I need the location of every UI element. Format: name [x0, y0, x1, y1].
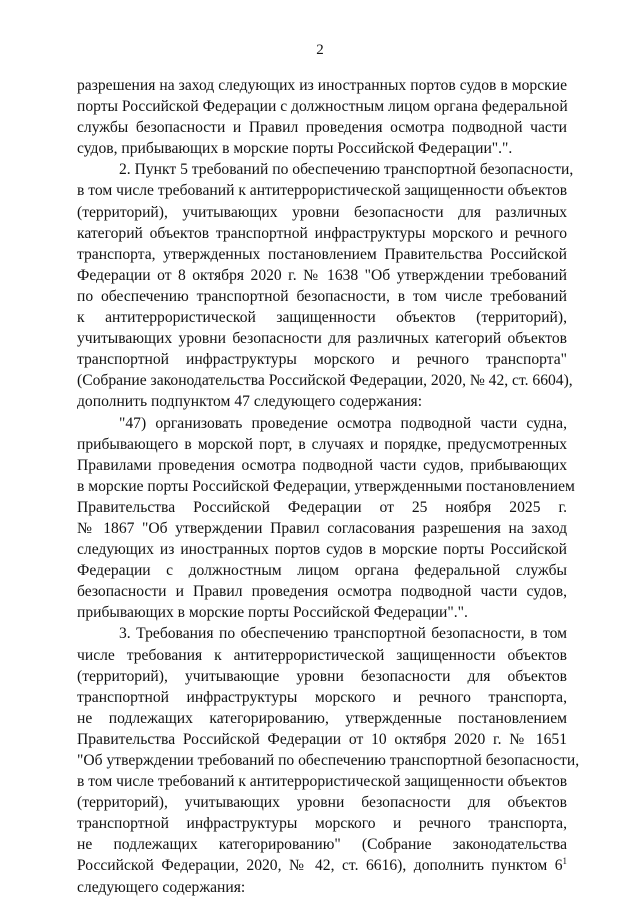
text-line-content: судов, прибывающих в морские порты Российской Федерации".".	[77, 140, 513, 158]
text-line	[77, 834, 567, 855]
text-line-content: порты Российской Федерации с должностным лицом органа федеральной	[77, 98, 568, 116]
text-line-content: не подлежащих категорированию" (Собрание законодательства	[77, 836, 567, 854]
text-line-content: категорий объектов транспортной инфраструктуры морского и речного	[77, 224, 567, 242]
text-line-content: учитывающих уровни безопасности для различных категорий объектов	[77, 330, 567, 348]
text-line-content: следующих из иностранных портов судов в морские порты Российской	[77, 541, 567, 559]
text-line-content: в морские порты Российской Федерации, утвержденными постановлением	[77, 477, 575, 495]
text-line-content: Правительства Российской Федерации от 10 октября 2020 г. № 1651	[77, 730, 567, 748]
text-line	[77, 180, 567, 201]
text-line	[77, 645, 567, 666]
text-line	[77, 265, 567, 286]
text-line	[77, 75, 567, 96]
document-body	[77, 75, 580, 898]
text-line	[77, 602, 567, 623]
text-line	[77, 434, 567, 455]
text-line	[77, 750, 580, 771]
text-line-content: дополнить подпунктом 47 следующего содержания:	[77, 393, 423, 411]
page-number: 2	[316, 42, 324, 58]
text-line	[77, 159, 574, 180]
text-line	[77, 877, 567, 898]
text-line-content: прибывающего в морской порт, в случаях и порядке, предусмотренных	[77, 435, 567, 453]
text-line	[77, 729, 567, 750]
text-line	[77, 497, 567, 518]
text-line-content: Правительства Российской Федерации от 25 ноября 2025 г.	[77, 498, 567, 516]
text-line	[77, 792, 567, 813]
text-line	[77, 413, 567, 434]
text-line	[77, 855, 567, 876]
superscript: 1	[562, 856, 567, 867]
text-line-content: транспортной инфраструктуры морского и речного транспорта,	[77, 815, 567, 833]
text-line-content: Правилами проведения осмотра подводной части судов, прибывающих	[77, 456, 567, 474]
text-line-content: (Собрание законодательства Российской Федерации, 2020, № 42, ст. 6604),	[77, 372, 573, 390]
text-line	[77, 476, 575, 497]
text-line	[77, 117, 567, 138]
text-line	[77, 455, 567, 476]
text-line	[77, 138, 567, 159]
text-line-content: (территорий), учитывающие уровни безопасности для объектов	[77, 667, 567, 685]
text-line-content: (территорий), учитывающих уровни безопасности для различных	[77, 203, 567, 221]
text-line-content: числе требования к антитеррористической защищенности объектов	[77, 646, 567, 664]
text-line	[77, 370, 573, 391]
text-line-content: прибывающих в морские порты Российской Федерации".".	[77, 604, 468, 622]
text-line	[77, 813, 567, 834]
text-line-content: следующего содержания:	[77, 878, 246, 896]
text-line	[77, 286, 567, 307]
text-line	[77, 328, 567, 349]
text-line-content: безопасности и Правил проведения осмотра подводной части судов,	[77, 583, 567, 601]
text-line-content: транспорта, утвержденных постановлением Правительства Российской	[77, 245, 567, 263]
text-line	[77, 223, 567, 244]
text-line-content: 3. Требования по обеспечению транспортной безопасности, в том	[119, 625, 567, 643]
text-line-content: к антитеррористической защищенности объектов (территорий),	[77, 309, 567, 327]
text-line-content: Федерации от 8 октября 2020 г. № 1638 "Об утверждении требований	[77, 266, 567, 284]
text-line-content: 2. Пункт 5 требований по обеспечению транспортной безопасности,	[119, 161, 574, 179]
text-line	[77, 202, 567, 223]
text-line	[77, 581, 567, 602]
text-line	[77, 539, 567, 560]
text-line	[77, 687, 567, 708]
text-line	[77, 244, 567, 265]
text-line-content: "Об утверждении требований по обеспечению транспортной безопасности,	[77, 752, 580, 769]
text-line-content: по обеспечению транспортной безопасности, в том числе требований	[77, 287, 567, 305]
text-line-content: разрешения на заход следующих из иностранных портов судов в морские	[77, 77, 567, 94]
text-line-content: транспортной инфраструктуры морского и речного транспорта,	[77, 688, 567, 706]
text-line-content: не подлежащих категорированию, утвержденные постановлением	[77, 709, 567, 727]
text-line-content: в том числе требований к антитеррористической защищенности объектов	[77, 773, 568, 791]
text-line	[77, 560, 567, 581]
text-line	[77, 518, 567, 539]
text-line-content: транспортной инфраструктуры морского и речного транспорта"	[77, 351, 567, 369]
text-line	[77, 349, 567, 370]
text-line-content: Федерации с должностным лицом органа федеральной службы	[77, 562, 567, 580]
text-line-content: Российской Федерации, 2020, № 42, ст. 6616), дополнить пунктом 6	[77, 857, 563, 875]
text-line	[77, 708, 567, 729]
text-line	[77, 391, 567, 412]
text-line	[77, 307, 567, 328]
text-line-content: службы безопасности и Правил проведения осмотра подводной части	[77, 119, 567, 137]
text-line	[77, 666, 567, 687]
text-line-content: (территорий), учитывающих уровни безопасности для объектов	[77, 794, 567, 812]
text-line	[77, 623, 567, 644]
text-line-content: "47) организовать проведение осмотра подводной части судна,	[119, 414, 567, 432]
text-line	[77, 771, 567, 792]
text-line-content: № 1867 "Об утверждении Правил согласования разрешения на заход	[77, 519, 567, 537]
text-line-content: в том числе требований к антитеррористической защищенности объектов	[77, 182, 568, 200]
text-line	[77, 96, 567, 117]
